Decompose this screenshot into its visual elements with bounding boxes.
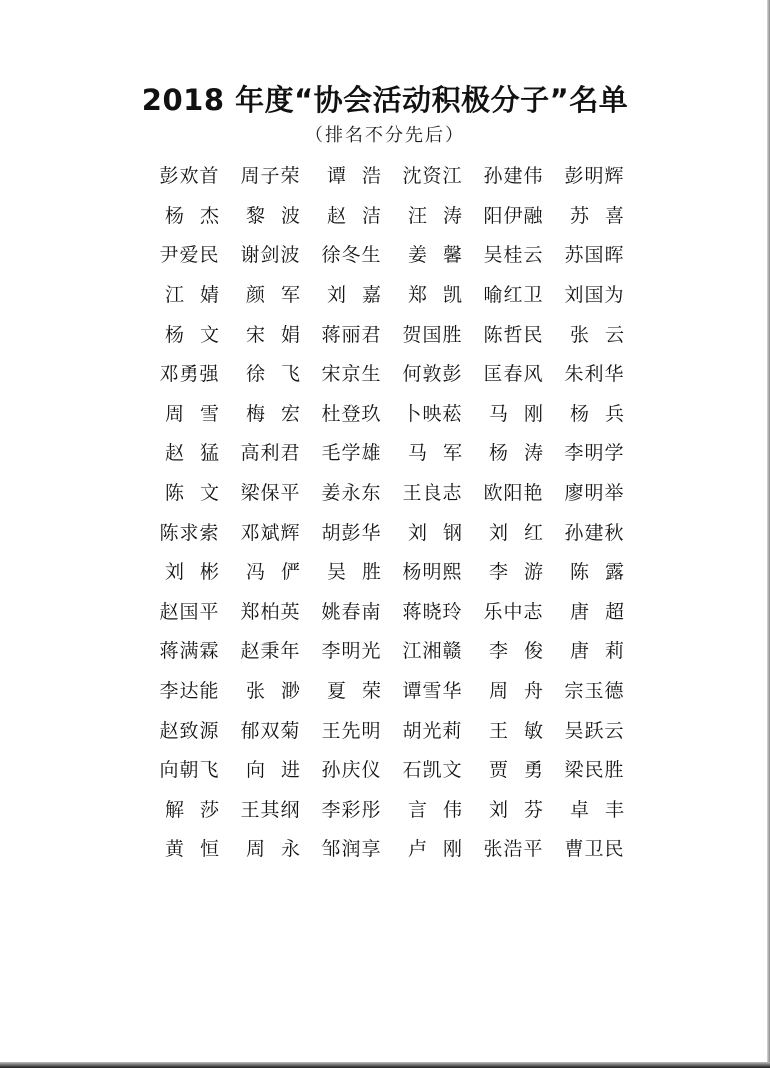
name-entry: 江婧 (165, 284, 236, 307)
name-entry: 周舟 (489, 680, 560, 703)
name-entry: 周雪 (165, 402, 236, 425)
name-entry: 王先明 (321, 719, 382, 742)
name-entry: 梁保平 (240, 482, 301, 505)
name-entry: 何敦彭 (402, 363, 463, 386)
name-row (149, 749, 639, 789)
name-entry: 徐飞 (246, 363, 317, 386)
name-row (149, 551, 639, 591)
name-entry: 梅宏 (246, 402, 317, 425)
name-entry: 黎波 (246, 204, 317, 227)
name-entry: 江湘赣 (402, 640, 463, 663)
name-entry: 陈求索 (159, 521, 220, 544)
name-entry: 姜永东 (321, 482, 382, 505)
name-row (149, 155, 639, 195)
name-entry: 陈文 (165, 482, 236, 505)
name-entry: 杜登玖 (321, 402, 382, 425)
name-entry: 谭雪华 (402, 680, 463, 703)
name-row (149, 709, 639, 749)
name-entry: 李彩彤 (321, 798, 382, 821)
name-entry: 黄恒 (165, 838, 236, 861)
name-row (149, 472, 639, 512)
name-entry: 彭欢首 (159, 165, 220, 188)
name-entry: 吴胜 (327, 561, 398, 584)
name-entry: 谢剑波 (240, 244, 301, 267)
name-row (149, 828, 639, 868)
name-entry: 刘红 (489, 521, 560, 544)
name-entry: 向进 (246, 759, 317, 782)
name-entry: 卜映菘 (402, 402, 463, 425)
name-entry: 宋娟 (246, 323, 317, 346)
name-entry: 李游 (489, 561, 560, 584)
name-entry: 杨涛 (489, 442, 560, 465)
name-entry: 冯俨 (246, 561, 317, 584)
document-title: 2018 年度“协会活动积极分子”名单 (141, 83, 629, 117)
name-entry: 贾勇 (489, 759, 560, 782)
name-entry: 阳伊融 (483, 204, 544, 227)
name-entry: 姜馨 (408, 244, 479, 267)
name-entry: 蒋晓玲 (402, 600, 463, 623)
name-entry: 言伟 (408, 798, 479, 821)
name-entry: 吴跃云 (564, 719, 625, 742)
name-entry: 王敏 (489, 719, 560, 742)
name-entry: 陈哲民 (483, 323, 544, 346)
name-entry: 蒋丽君 (321, 323, 382, 346)
name-entry: 毛学雄 (321, 442, 382, 465)
name-entry: 李俊 (489, 640, 560, 663)
name-entry: 颜军 (246, 284, 317, 307)
name-entry: 王其纲 (240, 798, 301, 821)
name-entry: 孙建伟 (483, 165, 544, 188)
name-entry: 郁双菊 (240, 719, 301, 742)
name-list (149, 155, 639, 868)
name-entry: 马军 (408, 442, 479, 465)
name-entry: 杨文 (165, 323, 236, 346)
name-row (149, 432, 639, 472)
name-entry: 刘彬 (165, 561, 236, 584)
name-entry: 刘钢 (408, 521, 479, 544)
name-entry: 唐莉 (570, 640, 641, 663)
name-entry: 邓斌辉 (240, 521, 301, 544)
name-entry: 刘国为 (564, 284, 625, 307)
name-row (149, 313, 639, 353)
name-entry: 夏荣 (327, 680, 398, 703)
name-row (149, 511, 639, 551)
name-entry: 孙庆仪 (321, 759, 382, 782)
name-entry: 刘嘉 (327, 284, 398, 307)
name-entry: 刘芬 (489, 798, 560, 821)
name-entry: 汪涛 (408, 204, 479, 227)
name-entry: 赵国平 (159, 600, 220, 623)
name-entry: 尹爱民 (159, 244, 220, 267)
name-entry: 张渺 (246, 680, 317, 703)
name-entry: 杨杰 (165, 204, 236, 227)
name-entry: 赵秉年 (240, 640, 301, 663)
name-entry: 梁民胜 (564, 759, 625, 782)
scan-page-bottom-edge (0, 1062, 770, 1068)
name-entry: 胡彭华 (321, 521, 382, 544)
name-row (149, 393, 639, 433)
name-entry: 卢刚 (408, 838, 479, 861)
name-entry: 苏喜 (570, 204, 641, 227)
name-entry: 张云 (570, 323, 641, 346)
document-subtitle: （排名不分先后） (305, 125, 465, 146)
name-entry: 孙建秋 (564, 521, 625, 544)
name-entry: 郑柏英 (240, 600, 301, 623)
name-entry: 向朝飞 (159, 759, 220, 782)
name-entry: 吴桂云 (483, 244, 544, 267)
name-entry: 邓勇强 (159, 363, 220, 386)
name-entry: 宋京生 (321, 363, 382, 386)
name-entry: 贺国胜 (402, 323, 463, 346)
name-entry: 石凯文 (402, 759, 463, 782)
name-entry: 朱利华 (564, 363, 625, 386)
name-entry: 彭明辉 (564, 165, 625, 188)
name-entry: 宗玉德 (564, 680, 625, 703)
name-entry: 胡光莉 (402, 719, 463, 742)
name-row (149, 274, 639, 314)
name-entry: 徐冬生 (321, 244, 382, 267)
name-entry: 匡春风 (483, 363, 544, 386)
name-entry: 赵洁 (327, 204, 398, 227)
name-entry: 解莎 (165, 798, 236, 821)
name-entry: 李明光 (321, 640, 382, 663)
name-entry: 高利君 (240, 442, 301, 465)
name-entry: 周子荣 (240, 165, 301, 188)
name-entry: 陈露 (570, 561, 641, 584)
name-row (149, 353, 639, 393)
name-row (149, 195, 639, 235)
name-entry: 赵猛 (165, 442, 236, 465)
name-entry: 欧阳艳 (483, 482, 544, 505)
name-entry: 乐中志 (483, 600, 544, 623)
name-entry: 杨兵 (570, 402, 641, 425)
name-entry: 李达能 (159, 680, 220, 703)
name-row (149, 591, 639, 631)
name-entry: 唐超 (570, 600, 641, 623)
name-entry: 蒋满霖 (159, 640, 220, 663)
name-entry: 喻红卫 (483, 284, 544, 307)
name-entry: 沈资江 (402, 165, 463, 188)
name-entry: 王良志 (402, 482, 463, 505)
name-entry: 姚春南 (321, 600, 382, 623)
name-entry: 曹卫民 (564, 838, 625, 861)
name-row (149, 630, 639, 670)
name-entry: 郑凯 (408, 284, 479, 307)
name-row (149, 670, 639, 710)
name-entry: 杨明熙 (402, 561, 463, 584)
name-row (149, 234, 639, 274)
name-entry: 邹润享 (321, 838, 382, 861)
name-entry: 赵致源 (159, 719, 220, 742)
name-entry: 廖明举 (564, 482, 625, 505)
name-entry: 周永 (246, 838, 317, 861)
name-entry: 谭浩 (327, 165, 398, 188)
name-entry: 张浩平 (483, 838, 544, 861)
name-entry: 苏国晖 (564, 244, 625, 267)
name-entry: 马刚 (489, 402, 560, 425)
name-entry: 李明学 (564, 442, 625, 465)
name-row (149, 789, 639, 829)
name-entry: 卓丰 (570, 798, 641, 821)
